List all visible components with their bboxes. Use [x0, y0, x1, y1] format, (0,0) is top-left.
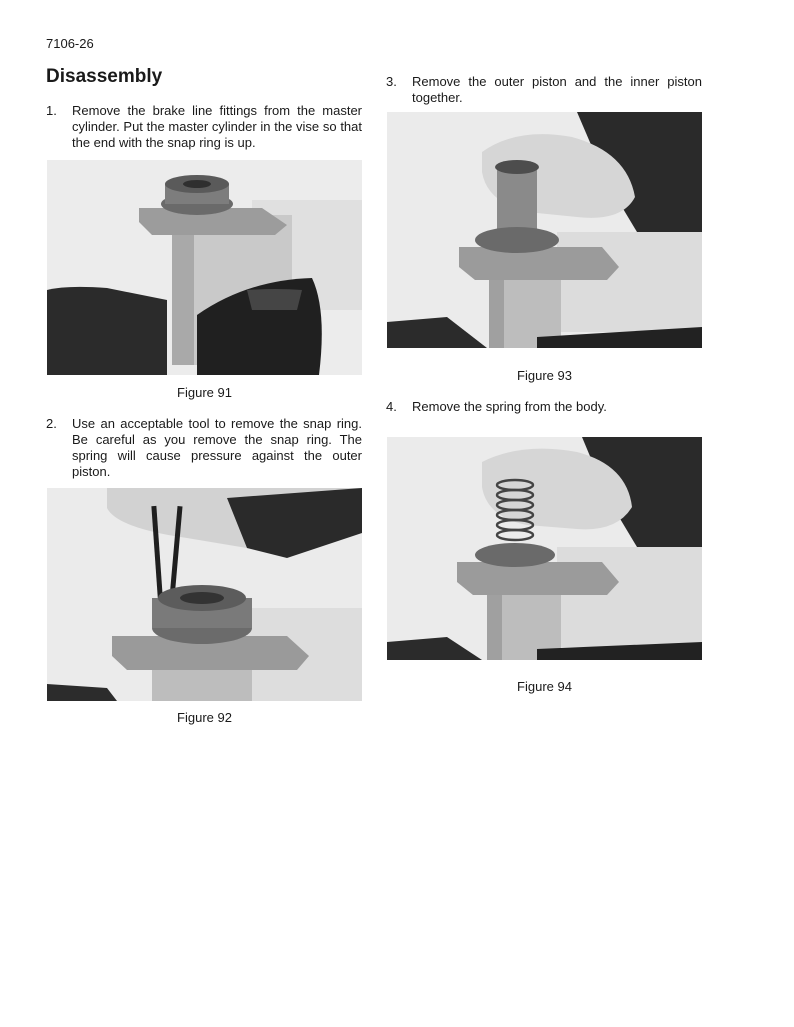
page-number: 7106-26 [46, 36, 94, 51]
step-3 [386, 74, 702, 106]
figure-92-photo [47, 488, 362, 701]
section-title: Disassembly [46, 66, 163, 87]
step-number: 1. [46, 103, 57, 118]
step-text: Remove the brake line fittings from the master cylinder. Put the master cylinder in the vise so that the end with the snap ring is up. [72, 103, 362, 150]
step-2 [46, 416, 362, 480]
step-number: 2. [46, 416, 57, 431]
step-number: 3. [386, 74, 397, 89]
step-1 [46, 103, 362, 151]
figure-92-caption: Figure 92 [177, 710, 232, 725]
figure-91-photo [47, 160, 362, 375]
step-text: Use an acceptable tool to remove the snap ring. Be careful as you remove the snap ring. The spring will cause pressure against the outer piston. [72, 416, 362, 479]
step-4 [386, 399, 702, 415]
figure-94-photo [387, 437, 702, 660]
step-number: 4. [386, 399, 397, 414]
figure-91-caption: Figure 91 [177, 385, 232, 400]
figure-94-caption: Figure 94 [517, 679, 572, 694]
step-text: Remove the outer piston and the inner piston together. [412, 74, 702, 105]
figure-93-caption: Figure 93 [517, 368, 572, 383]
figure-93-photo [387, 112, 702, 348]
step-text: Remove the spring from the body. [412, 399, 607, 414]
